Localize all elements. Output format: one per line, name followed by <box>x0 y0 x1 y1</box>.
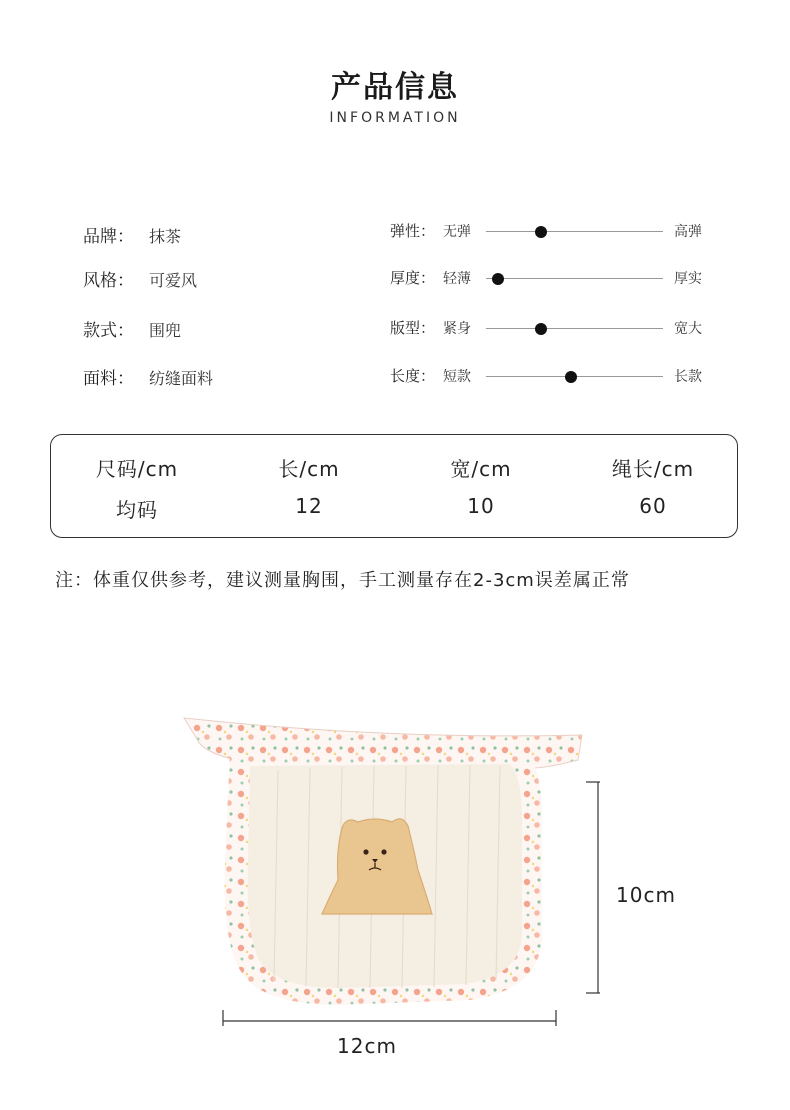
scale-name: 长度： <box>390 367 436 385</box>
scale-low: 无弹 <box>443 224 471 240</box>
scale-track <box>486 278 663 279</box>
scale-track <box>486 328 663 329</box>
scale-length <box>390 365 720 389</box>
attr-label: 品牌： <box>83 227 134 247</box>
width-dimension-line <box>220 1004 560 1028</box>
size-header-cell: 宽/cm <box>450 457 512 481</box>
attr-type <box>83 316 182 341</box>
size-cell: 12 <box>295 494 323 518</box>
scale-fit <box>390 317 720 341</box>
attr-style <box>83 266 198 291</box>
size-table <box>50 434 738 538</box>
size-cell: 均码 <box>116 498 158 522</box>
page-subtitle: INFORMATION <box>329 110 461 126</box>
scale-dot <box>492 273 504 285</box>
scale-track <box>486 231 663 232</box>
page-title: 产品信息 <box>331 70 459 105</box>
scale-dot <box>535 323 547 335</box>
width-label: 12cm <box>337 1034 397 1058</box>
scale-low: 紧身 <box>443 321 471 337</box>
attr-fabric <box>83 364 214 389</box>
scale-name: 厚度： <box>390 269 436 287</box>
height-dimension-line <box>582 780 606 996</box>
size-table-header <box>51 453 739 482</box>
scale-elasticity <box>390 220 720 244</box>
size-cell: 10 <box>467 494 495 518</box>
attr-value: 抹茶 <box>149 227 182 246</box>
attr-label: 风格： <box>83 271 134 291</box>
height-label: 10cm <box>616 883 676 907</box>
attr-label: 款式： <box>83 321 134 341</box>
scale-high: 高弹 <box>674 224 702 240</box>
size-header-cell: 长/cm <box>278 457 340 481</box>
scale-low: 轻薄 <box>443 271 471 287</box>
scale-high: 厚实 <box>674 271 702 287</box>
measurement-note: 注：体重仅供参考，建议测量胸围，手工测量存在2-3cm误差属正常 <box>55 570 630 591</box>
scale-high: 宽大 <box>674 321 702 337</box>
attr-brand <box>83 222 182 247</box>
size-header-cell: 尺码/cm <box>95 457 179 481</box>
bib-product-image <box>170 700 610 1040</box>
scale-low: 短款 <box>443 369 471 385</box>
scale-name: 弹性： <box>390 222 436 240</box>
scale-thickness <box>390 267 720 291</box>
attr-value: 纺缝面料 <box>149 369 214 388</box>
scale-dot <box>565 371 577 383</box>
scale-dot <box>535 226 547 238</box>
size-table-row <box>51 494 739 523</box>
size-header-cell: 绳长/cm <box>611 457 695 481</box>
attr-label: 面料： <box>83 369 134 389</box>
size-cell: 60 <box>639 494 667 518</box>
scale-high: 长款 <box>674 369 702 385</box>
attr-value: 可爱风 <box>149 271 198 290</box>
scale-name: 版型： <box>390 319 436 337</box>
attr-value: 围兜 <box>149 321 182 340</box>
